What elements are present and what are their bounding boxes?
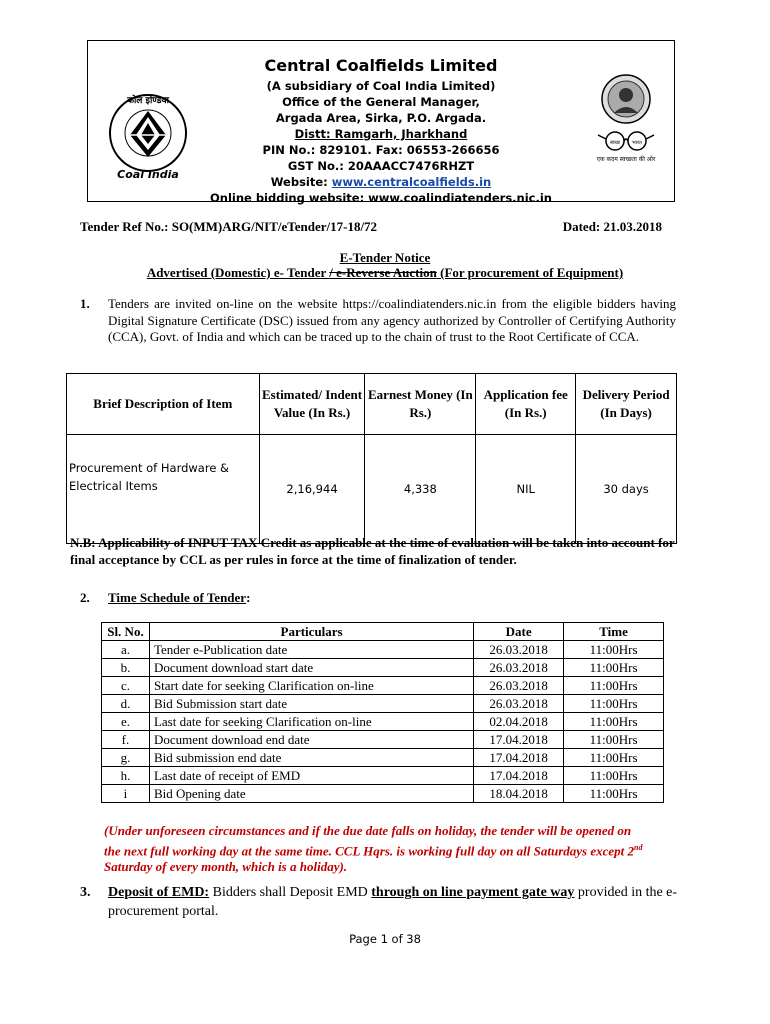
item-table xyxy=(66,373,677,544)
website-label: Website: xyxy=(270,175,332,189)
page-number: Page 1 of 38 xyxy=(349,932,421,946)
table-cell: Document download end date xyxy=(149,731,473,749)
header-delivery-period: Delivery Period (In Days) xyxy=(576,374,677,435)
table-cell: Bid submission end date xyxy=(149,749,473,767)
sched-header-slno: Sl. No. xyxy=(102,623,150,641)
item-earnest-money: 4,338 xyxy=(365,435,476,544)
header-estimated-value: Estimated/ Indent Value (In Rs.) xyxy=(259,374,365,435)
item-description: Procurement of Hardware & Electrical Items xyxy=(67,435,260,544)
table-row xyxy=(102,749,664,767)
tender-date: Dated: 21.03.2018 xyxy=(562,219,662,234)
table-cell: 26.03.2018 xyxy=(474,641,564,659)
table-cell: 17.04.2018 xyxy=(474,749,564,767)
table-cell: 11:00Hrs xyxy=(564,641,664,659)
table-cell: h. xyxy=(102,767,150,785)
table-cell: 11:00Hrs xyxy=(564,659,664,677)
letterhead xyxy=(87,40,675,205)
header-description: Brief Description of Item xyxy=(67,374,260,435)
table-cell: 17.04.2018 xyxy=(474,767,564,785)
header-earnest-money: Earnest Money (In Rs.) xyxy=(365,374,476,435)
table-cell: 26.03.2018 xyxy=(474,677,564,695)
struck-text: / e-Reverse Auction xyxy=(329,265,437,280)
section3-text: Deposit of EMD: Bidders shall Deposit EMD through on line payment gate way provided in the e-procurement portal. xyxy=(108,885,678,919)
header-application-fee: Application fee (In Rs.) xyxy=(476,374,576,435)
bidding-website-line: Online bidding website: www.coalindiatenders.nic.in xyxy=(209,191,552,205)
table-cell: d. xyxy=(102,695,150,713)
table-cell: 11:00Hrs xyxy=(564,731,664,749)
table-cell: 11:00Hrs xyxy=(564,677,664,695)
table-cell: Document download start date xyxy=(149,659,473,677)
table-cell: 11:00Hrs xyxy=(564,695,664,713)
table-row xyxy=(102,677,664,695)
table-row xyxy=(102,641,664,659)
table-cell: 11:00Hrs xyxy=(564,749,664,767)
section2-title: Time Schedule of Tender: xyxy=(108,590,251,605)
table-cell: 02.04.2018 xyxy=(474,713,564,731)
subsidiary-line: (A subsidiary of Coal India Limited) xyxy=(266,79,496,93)
item-delivery-period: 30 days xyxy=(576,435,677,544)
table-cell: i xyxy=(102,785,150,803)
table-cell: 17.04.2018 xyxy=(474,731,564,749)
notice-title: E-Tender Notice xyxy=(339,250,431,265)
tender-ref: Tender Ref No.: SO(MM)ARG/NIT/eTender/17-18/72 xyxy=(80,219,378,234)
schedule-table xyxy=(101,622,664,803)
table-row xyxy=(102,767,664,785)
portrait-emblem xyxy=(594,73,658,185)
table-cell: 11:00Hrs xyxy=(564,785,664,803)
svg-text:भारत: भारत xyxy=(632,140,642,146)
table-row xyxy=(102,713,664,731)
gst-line: GST No.: 20AAACC7476RHZT xyxy=(287,159,475,173)
emblem-caption: एक कदम स्वच्छता की ओर xyxy=(596,156,656,163)
svg-text:स्वच्छ: स्वच्छ xyxy=(609,140,621,146)
table-cell: 26.03.2018 xyxy=(474,659,564,677)
table-cell: a. xyxy=(102,641,150,659)
pin-fax-line: PIN No.: 829101. Fax: 06553-266656 xyxy=(262,143,500,157)
para1-text: Tenders are invited on-line on the website https://coalindiatenders.nic.in from the eligible bidders having Digital Signature Certificate (DSC) issued from any agency authorized by Controller of Certifying Authority (CCA), Govt. of India and which can be traced up to the chain of trust to the Root Certificate of CCA. xyxy=(108,296,676,344)
logo-text-hindi: कोल इण्डिया xyxy=(127,96,169,106)
sched-header-particulars: Particulars xyxy=(149,623,473,641)
table-cell: Bid Opening date xyxy=(149,785,473,803)
notice-subtitle: Advertised (Domestic) e- Tender / e-Reverse Auction (For procurement of Equipment) xyxy=(146,265,624,280)
table-cell: 11:00Hrs xyxy=(564,767,664,785)
table-cell: c. xyxy=(102,677,150,695)
table-cell: b. xyxy=(102,659,150,677)
website-line xyxy=(88,174,674,190)
table-cell: Last date for seeking Clarification on-line xyxy=(149,713,473,731)
district-line: Distt: Ramgarh, Jharkhand xyxy=(294,127,468,141)
nb-note: N.B: Applicability of INPUT TAX Credit as applicable at the time of evaluation will be taken into account for final acceptance by CCL as per rules in force at the time of finalization of tender. xyxy=(70,535,675,567)
item-estimated-value: 2,16,944 xyxy=(259,435,365,544)
sched-header-time: Time xyxy=(564,623,664,641)
office-line: Office of the General Manager, xyxy=(282,95,480,109)
logo-text-english: Coal India xyxy=(117,168,179,181)
table-cell: Start date for seeking Clarification on-line xyxy=(149,677,473,695)
area-line: Argada Area, Sirka, P.O. Argada. xyxy=(275,111,487,125)
table-cell: Last date of receipt of EMD xyxy=(149,767,473,785)
holiday-note: (Under unforeseen circumstances and if the due date falls on holiday, the tender will be opened on the next full working day at the same time. CCL Hqrs. is working full day on all Saturdays except 2nd Saturday of every month, which is a holiday). xyxy=(104,823,643,875)
table-cell: 26.03.2018 xyxy=(474,695,564,713)
table-cell: Tender e-Publication date xyxy=(149,641,473,659)
table-cell: 18.04.2018 xyxy=(474,785,564,803)
table-row xyxy=(102,731,664,749)
website-link[interactable]: www.centralcoalfields.in xyxy=(331,175,492,189)
table-row xyxy=(102,695,664,713)
section3-number: 3. xyxy=(80,885,91,900)
item-application-fee: NIL xyxy=(476,435,576,544)
table-cell: f. xyxy=(102,731,150,749)
table-row xyxy=(102,785,664,803)
company-name: Central Coalfields Limited xyxy=(264,56,498,75)
table-cell: 11:00Hrs xyxy=(564,713,664,731)
table-cell: e. xyxy=(102,713,150,731)
sched-header-date: Date xyxy=(474,623,564,641)
para1-number: 1. xyxy=(80,296,90,311)
table-cell: Bid Submission start date xyxy=(149,695,473,713)
section2-number: 2. xyxy=(80,590,90,605)
table-cell: g. xyxy=(102,749,150,767)
table-row xyxy=(102,659,664,677)
